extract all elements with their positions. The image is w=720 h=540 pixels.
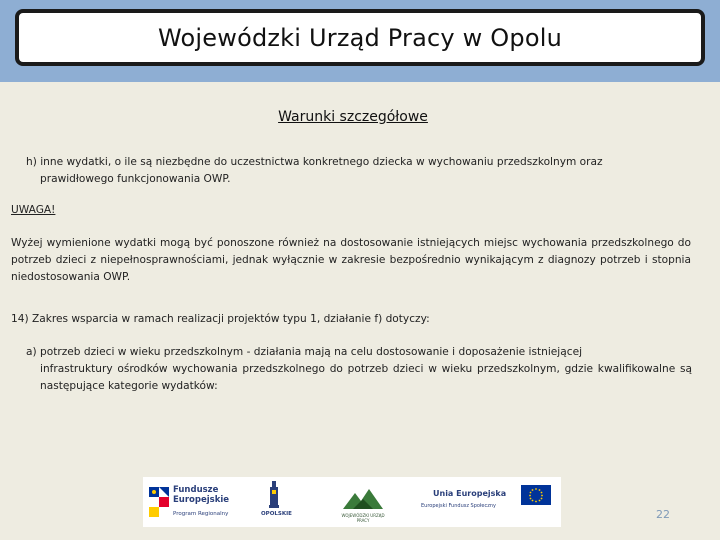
- item-h: [26, 154, 676, 188]
- title-box: [15, 9, 705, 66]
- uwaga-text: Wyżej wymienione wydatki mogą być ponoszone również na dostosowanie istniejących miejsc wychowania przedszkolnego do potrzeb dzieci z niepełnosprawnościami, jednak wyłącznie w zakresie bezpośrednio wynikającym z diagnozy potrzeb i stopnia niedostosowania OWP.: [11, 237, 691, 283]
- page-title: Wojewódzki Urząd Pracy w Opolu: [158, 23, 562, 52]
- opolskie-emblem: [267, 481, 281, 509]
- fundusze-europejskie-logo: [147, 483, 171, 519]
- fe-title-text: Fundusze Europejskie: [173, 485, 230, 505]
- uwaga-label: UWAGA!: [11, 204, 56, 216]
- slide-content: [0, 82, 720, 540]
- ue-title: Unia Europejska: [433, 489, 507, 498]
- eu-flag-icon: [521, 485, 551, 505]
- wup-logo: [343, 487, 383, 511]
- item-14: 14) Zakres wsparcia w ramach realizacji projektów typu 1, działanie f) dotyczy:: [11, 313, 430, 325]
- opolskie-label: OPOLSKIE: [261, 511, 292, 517]
- wup-small-label: WOJEWÓDZKI URZĄD PRACY: [341, 513, 385, 523]
- item-a: [26, 344, 692, 395]
- ue-subtitle: Europejski Fundusz Społeczny: [421, 503, 496, 509]
- page-number: 22: [656, 508, 670, 521]
- item-a-line2: infrastruktury ośrodków wychowania przedszkolnego do potrzeb dzieci w wieku przedszkolnym, gdzie kwalifikowalne są następujące kategorie wydatków:: [40, 363, 692, 392]
- fe-subtitle: Program Regionalny: [173, 511, 229, 517]
- section-title: Warunki szczegółowe: [278, 109, 428, 125]
- fe-title: [173, 485, 230, 505]
- item-h-line1: h) inne wydatki, o ile są niezbędne do uczestnictwa konkretnego dziecka w wychowaniu przedszkolnym oraz: [26, 156, 603, 168]
- logo-strip: [143, 477, 561, 527]
- item-a-line1: a) potrzeb dzieci w wieku przedszkolnym - działania mają na celu dostosowanie i doposażenie istniejącej: [26, 346, 583, 358]
- item-h-line2: prawidłowego funkcjonowania OWP.: [40, 173, 231, 185]
